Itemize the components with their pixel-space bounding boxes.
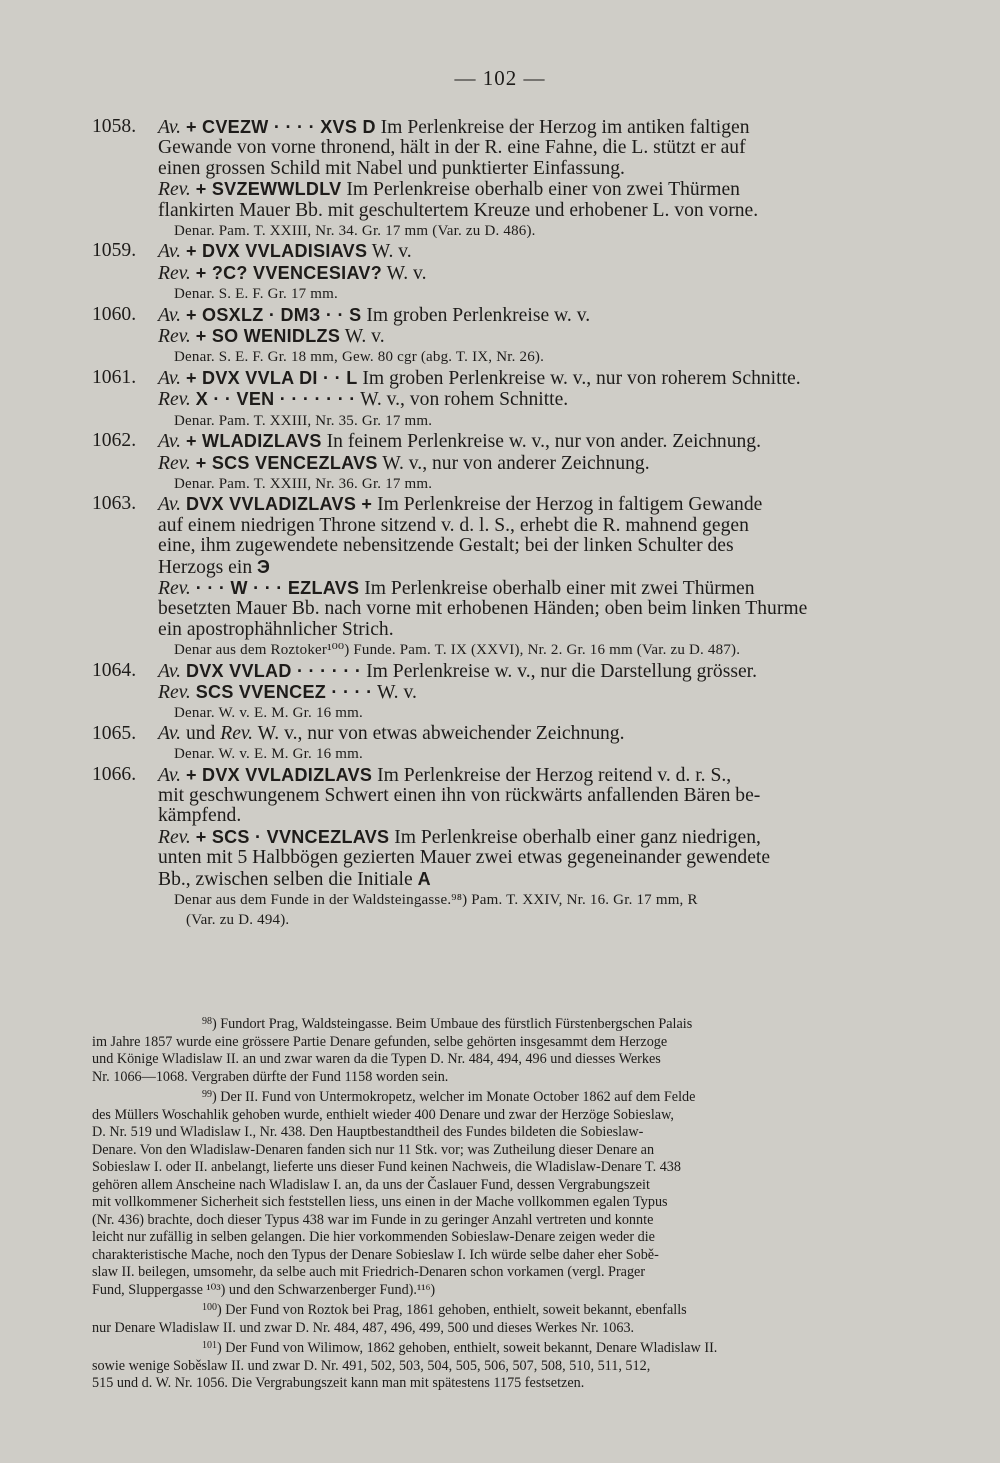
footnote-text: Denare. Von den Wladislaw-Denaren fanden sich nur 11 Stk. vor; was Zutheilung dieser Denare an xyxy=(92,1141,655,1158)
legend-glyph: A xyxy=(417,868,431,889)
description-text: eine, ihm zugewendete nebensitzende Gestalt; bei der linken Schulter des xyxy=(158,535,734,557)
reverse-legend: SCS VVENCEZ · · · · xyxy=(195,681,373,702)
obverse-description-line xyxy=(158,138,924,158)
denar-reference: Denar. Pam. T. XXIII, Nr. 35. Gr. 17 mm. xyxy=(174,412,433,429)
footnote-text: charakteristische Mache, noch den Typus der Denare Sobieslaw I. Ich würde selbe daher eher Sobě- xyxy=(92,1246,659,1263)
obverse-label: Av. xyxy=(158,367,182,389)
footnote-line xyxy=(92,1264,926,1282)
reverse-description: W. v. xyxy=(386,262,427,284)
reverse-label: Rev. xyxy=(158,681,191,703)
obverse-description-line xyxy=(158,557,924,578)
denar-reference: Denar. Pam. T. XXIII, Nr. 36. Gr. 17 mm. xyxy=(174,475,433,492)
footnote-marker: 101 xyxy=(202,1340,217,1351)
entry-number: 1065. xyxy=(92,722,137,744)
reverse-description: Im Perlenkreise oberhalb einer von zwei Thürmen xyxy=(346,179,740,201)
catalogue-entry xyxy=(92,494,924,660)
footnote-text: slaw II. beilegen, umsomehr, da selbe auch mit Friedrich-Denaren schon vorkamen (vergl. Prager xyxy=(92,1264,646,1280)
footnote-line xyxy=(92,1194,926,1212)
footnote-line xyxy=(92,1247,926,1265)
reverse-description: W. v. xyxy=(344,326,385,348)
footnote-text: des Müllers Woschahlik gehoben wurde, enthielt wieder 400 Denare und zwar der Herzöge Sobieslaw, xyxy=(92,1106,674,1123)
obverse-description: Im Perlenkreise der Herzog im antiken faltigen xyxy=(380,117,750,138)
footnote-text: leicht nur zufällig in selben gelangen. Die hier vorkommenden Sobieslaw-Denare zeigen weder die xyxy=(92,1229,655,1245)
footnote-line xyxy=(92,1051,926,1069)
reverse-description-line xyxy=(158,201,924,221)
description-text: ein apostrophähnlicher Strich. xyxy=(158,618,394,640)
reverse-description-line xyxy=(158,599,924,619)
reverse-description: W. v. xyxy=(376,681,417,703)
reverse-description: W. v., nur von anderer Zeichnung. xyxy=(382,452,650,474)
obverse-description: Im Perlenkreise der Herzog reitend v. d. r. S., xyxy=(377,764,732,786)
entry-number: 1064. xyxy=(92,659,137,681)
entry-number: 1062. xyxy=(92,430,137,452)
footnote-text: ) Der II. Fund von Untermokropetz, welcher im Monate October 1862 auf dem Felde xyxy=(212,1089,696,1105)
catalogue-entry xyxy=(92,241,924,304)
reverse-label: Rev. xyxy=(158,452,191,474)
footnote-text: (Nr. 436) brachte, doch dieser Typus 438 war im Funde in zu geringer Anzahl vertreten und konnte xyxy=(92,1211,654,1228)
footnote-text: ) Der Fund von Wilimow, 1862 gehoben, enthielt, soweit bekannt, Denare Wladislaw II. xyxy=(217,1340,718,1356)
obverse-description-line xyxy=(158,516,924,536)
footnote-line xyxy=(92,1337,926,1358)
reverse-legend: + SCS VENCEZLAVS xyxy=(195,452,378,473)
description-text: Gewande von vorne thronend, hält in der R. eine Fahne, die L. stützt er auf xyxy=(158,137,746,159)
footnote-text: Fund, Sluppergasse ¹⁰³) und den Schwarzenberger Fund).¹¹⁶) xyxy=(92,1281,436,1298)
obverse-line xyxy=(158,494,924,515)
footnote-text: gehören allem Anscheine nach Wladislaw I. an, da uns der Časlauer Fund, dessen Vergrabungszeit xyxy=(92,1176,650,1193)
reverse-label: Rev. xyxy=(220,722,254,744)
denar-reference: Denar. W. v. E. M. Gr. 16 mm. xyxy=(174,705,363,722)
reverse-line xyxy=(158,682,924,703)
footnote-text: D. Nr. 519 und Wladislaw I., Nr. 438. Den Hauptbestandtheil des Fundes bildeten die Sobieslaw- xyxy=(92,1124,644,1140)
footnote-line xyxy=(92,1299,926,1320)
obverse-label: Av. xyxy=(158,431,182,453)
footnote-text: Sobieslaw I. oder II. anbelangt, lieferte uns dieser Fund keinen Nachweis, die Wladislaw-Denare T. 438 xyxy=(92,1159,681,1175)
obverse-description-line xyxy=(158,536,924,556)
obverse-label: Av. xyxy=(158,117,182,138)
obverse-label: Av. xyxy=(158,722,182,744)
entry-number: 1058. xyxy=(92,116,137,137)
footnote-text: 515 und d. W. Nr. 1056. Die Vergrabungszeit kann man mit spätestens 1175 festsetzen. xyxy=(92,1375,585,1391)
description-text: flankirten Mauer Bb. mit geschultertem Kreuze und erhobener L. von vorne. xyxy=(158,199,759,221)
entry-number: 1066. xyxy=(92,763,137,785)
obverse-description-line xyxy=(158,806,924,826)
description-text: einen grossen Schild mit Nabel und punktierter Einfassung. xyxy=(158,157,625,179)
reverse-description-line xyxy=(158,869,924,890)
obverse-line xyxy=(158,241,924,262)
obverse-line xyxy=(158,724,924,744)
reverse-line xyxy=(158,326,924,347)
catalogue-entry xyxy=(92,765,924,931)
footnote xyxy=(92,1013,926,1086)
obverse-label: Av. xyxy=(158,660,182,682)
denar-reference-line: (Var. zu D. 494). xyxy=(186,912,290,929)
obverse-label: Av. xyxy=(158,241,182,263)
description-text: kämpfend. xyxy=(158,805,242,827)
footnote-marker: 98 xyxy=(202,1016,212,1027)
reverse-line xyxy=(158,578,924,599)
catalogue-entry xyxy=(92,368,924,431)
reverse-label: Rev. xyxy=(158,389,191,411)
reverse-description-line xyxy=(158,848,924,868)
footnote-text: sowie wenige Soběslaw II. und zwar D. Nr. 491, 502, 503, 504, 505, 506, 507, 508, 510, 511, 512, xyxy=(92,1357,651,1374)
obverse-legend: + ОSXLZ · DMЗ · · S xyxy=(185,304,362,325)
obverse-legend: DVX VVLADIZLAVS + xyxy=(185,494,373,515)
catalogue-entry xyxy=(92,431,924,494)
reverse-legend: · · · W · · · EZLAVS xyxy=(195,577,360,598)
footnote xyxy=(92,1299,926,1337)
reverse-label: Rev. xyxy=(158,179,191,201)
reverse-label: Rev. xyxy=(158,577,191,599)
reverse-description: Im Perlenkreise oberhalb einer mit zwei Thürmen xyxy=(364,577,755,599)
footnote-line xyxy=(92,1212,926,1230)
obverse-legend: DVX VVLAD · · · · · · xyxy=(185,660,362,681)
obverse-description-line xyxy=(158,159,924,179)
denar-reference-line: Denar aus dem Funde in der Waldsteingasse.⁹⁸) Pam. T. XXIV, Nr. 16. Gr. 17 mm, R xyxy=(174,892,698,909)
denar-reference: Denar aus dem Roztoker¹⁰⁰) Funde. Pam. T. IX (XXVI), Nr. 2. Gr. 16 mm (Var. zu D. 487). xyxy=(174,642,741,659)
footnote-line xyxy=(92,1320,926,1338)
reverse-legend: + SVZEWWLDLV xyxy=(195,179,342,200)
description-text: auf einem niedrigen Throne sitzend v. d. l. S., erhebt die R. mahnend gegen xyxy=(158,514,749,536)
reverse-line xyxy=(158,179,924,200)
obverse-legend: + CVEZW · · · · XVS D xyxy=(185,117,376,137)
description-text: besetzten Mauer Bb. nach vorne mit erhobenen Händen; oben beim linken Thurme xyxy=(158,598,808,620)
reverse-legend: + SCS · VVNCEZLAVS xyxy=(195,826,390,847)
denar-reference: Denar. S. E. F. Gr. 18 mm, Gew. 80 cgr (abg. T. IX, Nr. 26). xyxy=(174,349,545,366)
obverse-line xyxy=(158,305,924,326)
denar-reference xyxy=(158,890,924,931)
obverse-line xyxy=(158,117,924,138)
footnote xyxy=(92,1086,926,1299)
footnote-marker: 100 xyxy=(202,1302,217,1313)
footnote xyxy=(92,1337,926,1393)
obverse-legend: + WLADIZLAVS xyxy=(185,431,322,452)
entry-number: 1063. xyxy=(92,493,137,515)
obverse-line xyxy=(158,765,924,786)
reverse-legend: + ?C? VVENCESIAV? xyxy=(195,262,383,283)
obverse-legend: + DVX VVLADISIAVS xyxy=(185,241,368,262)
reverse-legend: X · · VEN · · · · · · · xyxy=(195,389,356,410)
footnotes xyxy=(92,1013,926,1393)
description-text: unten mit 5 Halbbögen gezierten Mauer zwei etwas gegeneinander gewendete xyxy=(158,847,771,869)
footnote-line xyxy=(92,1229,926,1247)
obverse-description: Im groben Perlenkreise w. v., nur von roherem Schnitte. xyxy=(362,367,801,389)
obverse-description-line xyxy=(158,786,924,806)
obverse-description: Im Perlenkreise der Herzog in faltigem Gewande xyxy=(377,494,763,516)
reverse-label: Rev. xyxy=(158,326,191,348)
catalogue-entry xyxy=(92,724,924,765)
footnote-line xyxy=(92,1177,926,1195)
reverse-line xyxy=(158,263,924,284)
reverse-description: W. v., von rohem Schnitte. xyxy=(360,389,569,411)
obverse-description: In feinem Perlenkreise w. v., nur von ander. Zeichnung. xyxy=(326,431,761,453)
obverse-description: Im Perlenkreise w. v., nur die Darstellung grösser. xyxy=(366,660,758,682)
catalogue-entry xyxy=(92,117,924,241)
reverse-label: Rev. xyxy=(158,262,191,284)
footnote-line xyxy=(92,1282,926,1300)
footnote-marker: 99 xyxy=(202,1089,212,1100)
reverse-line xyxy=(158,453,924,474)
reverse-legend: + SО WENIDLZS xyxy=(195,326,341,347)
obverse-label: Av. xyxy=(158,304,182,326)
footnote-text: und Könige Wladislaw II. an und zwar waren da die Typen D. Nr. 484, 494, 496 und diesses Werkes xyxy=(92,1051,661,1067)
joiner-text: und xyxy=(185,722,216,744)
denar-reference: Denar. Pam. T. XXIII, Nr. 34. Gr. 17 mm (Var. zu D. 486). xyxy=(174,223,536,240)
footnote-text: mit vollkommener Sicherheit sich feststellen liess, uns einen in der Mache vollkommen egalen Typus xyxy=(92,1194,668,1210)
obverse-label: Av. xyxy=(158,494,182,516)
reverse-description-line xyxy=(158,620,924,640)
footnote-line xyxy=(92,1142,926,1160)
footnote-line xyxy=(92,1013,926,1034)
obverse-label: Av. xyxy=(158,764,182,786)
denar-reference: Denar. S. E. F. Gr. 17 mm. xyxy=(174,286,338,303)
entry-number: 1060. xyxy=(92,303,137,325)
catalogue-entry xyxy=(92,661,924,724)
footnote-text: ) Fundort Prag, Waldsteingasse. Beim Umbaue des fürstlich Fürstenbergschen Palais xyxy=(212,1016,693,1032)
description-text: Herzogs ein xyxy=(158,556,253,578)
description-text: mit geschwungenem Schwert einen ihn von rückwärts anfallenden Bären be- xyxy=(158,785,761,806)
reverse-label: Rev. xyxy=(158,826,191,848)
catalogue-entry xyxy=(92,305,924,368)
footnote-line xyxy=(92,1086,926,1107)
catalogue-entries xyxy=(92,117,924,931)
footnote-line xyxy=(92,1358,926,1376)
obverse-legend: + DVX VVLA DI · · L xyxy=(185,367,358,388)
description-text: Bb., zwischen selben die Initiale xyxy=(158,868,413,890)
footnote-line xyxy=(92,1034,926,1052)
footnote-line xyxy=(92,1069,926,1087)
reverse-line xyxy=(158,389,924,410)
footnote-text: im Jahre 1857 wurde eine grössere Partie Denare gefunden, selbe gehörten insgesammt dem Herzoge xyxy=(92,1033,668,1050)
obverse-line xyxy=(158,431,924,452)
obverse-description: W. v., nur von etwas abweichender Zeichnung. xyxy=(257,722,625,744)
obverse-line xyxy=(158,661,924,682)
obverse-description: Im groben Perlenkreise w. v. xyxy=(366,304,591,326)
legend-glyph: Э xyxy=(257,556,271,577)
footnote-text: Nr. 1066—1068. Vergraben dürfte der Fund 1158 worden sein. xyxy=(92,1068,449,1085)
entry-number: 1061. xyxy=(92,366,137,388)
obverse-legend: + DVX VVLADIZLAVS xyxy=(185,764,373,785)
footnote-line xyxy=(92,1375,926,1393)
denar-reference: Denar. W. v. E. M. Gr. 16 mm. xyxy=(174,746,363,763)
reverse-description: Im Perlenkreise oberhalb einer ganz niedrigen, xyxy=(394,826,761,848)
reverse-line xyxy=(158,827,924,848)
footnote-text: ) Der Fund von Roztok bei Prag, 1861 gehoben, enthielt, soweit bekannt, ebenfalls xyxy=(217,1302,687,1318)
page-number: — 102 — xyxy=(454,66,546,90)
obverse-line xyxy=(158,368,924,389)
obverse-description: W. v. xyxy=(371,241,412,263)
entry-number: 1059. xyxy=(92,240,137,262)
footnote-line xyxy=(92,1124,926,1142)
footnote-line xyxy=(92,1159,926,1177)
footnote-line xyxy=(92,1107,926,1125)
footnote-text: nur Denare Wladislaw II. und zwar D. Nr. 484, 487, 496, 499, 500 und dieses Werkes Nr. 1063. xyxy=(92,1319,635,1336)
